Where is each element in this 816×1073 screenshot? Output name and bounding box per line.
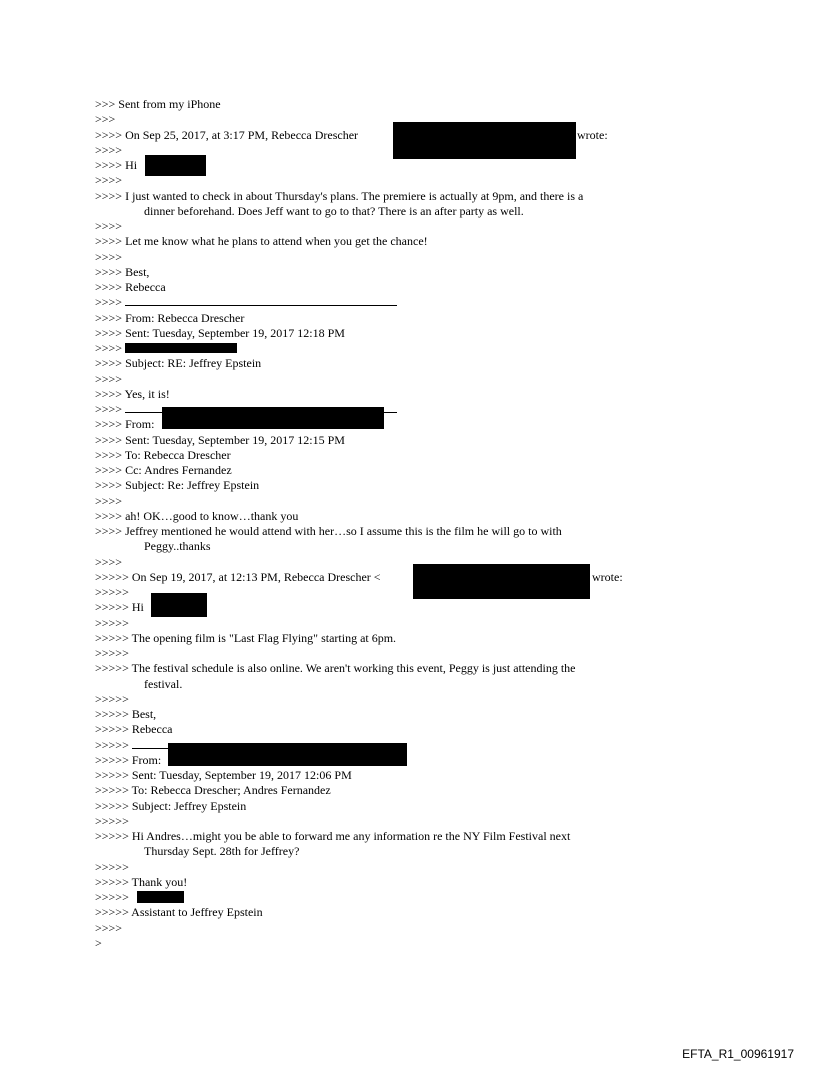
- email-line: >>>> Cc: Andres Fernandez: [95, 463, 232, 477]
- email-line: >>> Sent from my iPhone: [95, 97, 221, 111]
- email-line: >>>>> From:: [95, 753, 785, 768]
- email-line: >>>>: [95, 554, 123, 569]
- email-line: dinner beforehand. Does Jeff want to go to that? There is an after party as well.: [144, 203, 524, 218]
- email-line: >>>: [95, 112, 116, 127]
- email-line: >>>>> Subject: Jeffrey Epstein: [95, 798, 247, 813]
- email-line: >>>>> The opening film is "Last Flag Flying" starting at 6pm.: [95, 630, 397, 645]
- email-line: >>>> Hi: [95, 158, 785, 173]
- email-line: >>>>: [95, 249, 123, 264]
- email-line: >>>> Yes, it is!: [95, 386, 170, 401]
- email-line: >>>>: [95, 341, 785, 356]
- email-line: Peggy..thanks: [144, 539, 211, 554]
- email-line: >>>> Best,: [95, 264, 150, 279]
- email-line: >>>>: [95, 402, 785, 417]
- email-line: >>>>> Hi Andres…might you be able to forward me any information re the NY Film Festival next: [95, 829, 571, 843]
- email-line: >: [95, 935, 102, 950]
- redaction-box: [125, 343, 237, 353]
- email-line: >>>>>: [95, 646, 129, 660]
- email-line: >>>>: [95, 173, 123, 188]
- email-line: >>>>> Thank you!: [95, 874, 188, 889]
- email-line: >>>> From: Rebecca Drescher: [95, 310, 245, 325]
- redaction-box: [162, 407, 384, 429]
- wrote-label: wrote:: [577, 127, 608, 142]
- email-line: >>>>: [95, 920, 123, 935]
- redaction-box: [168, 743, 407, 766]
- email-line: >>>>>: [95, 615, 129, 630]
- email-line: >>>> Sent: Tuesday, September 19, 2017 12:15 PM: [95, 432, 345, 447]
- email-line: festival.: [144, 676, 183, 691]
- email-line: >>>> Subject: RE: Jeffrey Epstein: [95, 356, 262, 371]
- email-line: >>>>>: [95, 738, 785, 753]
- email-line: >>>> To: Rebecca Drescher: [95, 447, 231, 462]
- wrote-label: wrote:: [592, 569, 623, 584]
- email-line: >>>> ah! OK…good to know…thank you: [95, 508, 299, 523]
- email-line: >>>>: [95, 295, 785, 310]
- email-line: >>>> From:: [95, 417, 785, 432]
- email-thread: [95, 97, 785, 951]
- email-line: >>>>>: [95, 813, 129, 828]
- email-line: >>>>>: [95, 890, 785, 905]
- email-line: >>>>>: [95, 691, 129, 706]
- email-line: >>>>>: [95, 859, 129, 874]
- email-line: >>>>> Best,: [95, 707, 157, 721]
- email-line: >>>> Rebecca: [95, 280, 166, 294]
- redaction-box: [151, 593, 207, 617]
- redaction-box: [137, 891, 184, 903]
- email-line: >>>> On Sep 25, 2017, at 3:17 PM, Rebecca Drescher wrote:: [95, 128, 785, 143]
- separator-rule: [125, 295, 397, 306]
- email-line: >>>>> Rebecca: [95, 722, 173, 737]
- email-line: >>>>: [95, 493, 123, 508]
- email-line: >>>>> Assistant to Jeffrey Epstein: [95, 905, 263, 920]
- email-line: >>>>> To: Rebecca Drescher; Andres Fernandez: [95, 783, 331, 798]
- email-line: >>>>> The festival schedule is also online. We aren't working this event, Peggy is just attending the: [95, 661, 576, 676]
- email-line: >>>> Sent: Tuesday, September 19, 2017 12:18 PM: [95, 325, 345, 340]
- bates-number: EFTA_R1_00961917: [682, 1047, 794, 1061]
- email-line: >>>> I just wanted to check in about Thursday's plans. The premiere is actually at 9pm, and there is a: [95, 188, 584, 203]
- email-line: >>>>> Hi: [95, 600, 785, 615]
- email-line: >>>>: [95, 142, 123, 157]
- email-line: >>>>> On Sep 19, 2017, at 12:13 PM, Rebecca Drescher < wrote:: [95, 570, 785, 585]
- email-line: >>>>: [95, 219, 123, 233]
- email-line: >>>> Subject: Re: Jeffrey Epstein: [95, 478, 260, 493]
- email-line: >>>>> Sent: Tuesday, September 19, 2017 12:06 PM: [95, 768, 352, 782]
- email-line: >>>> Jeffrey mentioned he would attend with her…so I assume this is the film he will go to with: [95, 524, 562, 538]
- email-line: Thursday Sept. 28th for Jeffrey?: [144, 844, 300, 859]
- email-line: >>>> Let me know what he plans to attend when you get the chance!: [95, 234, 428, 249]
- email-line: >>>>>: [95, 585, 129, 599]
- email-line: >>>>: [95, 371, 123, 386]
